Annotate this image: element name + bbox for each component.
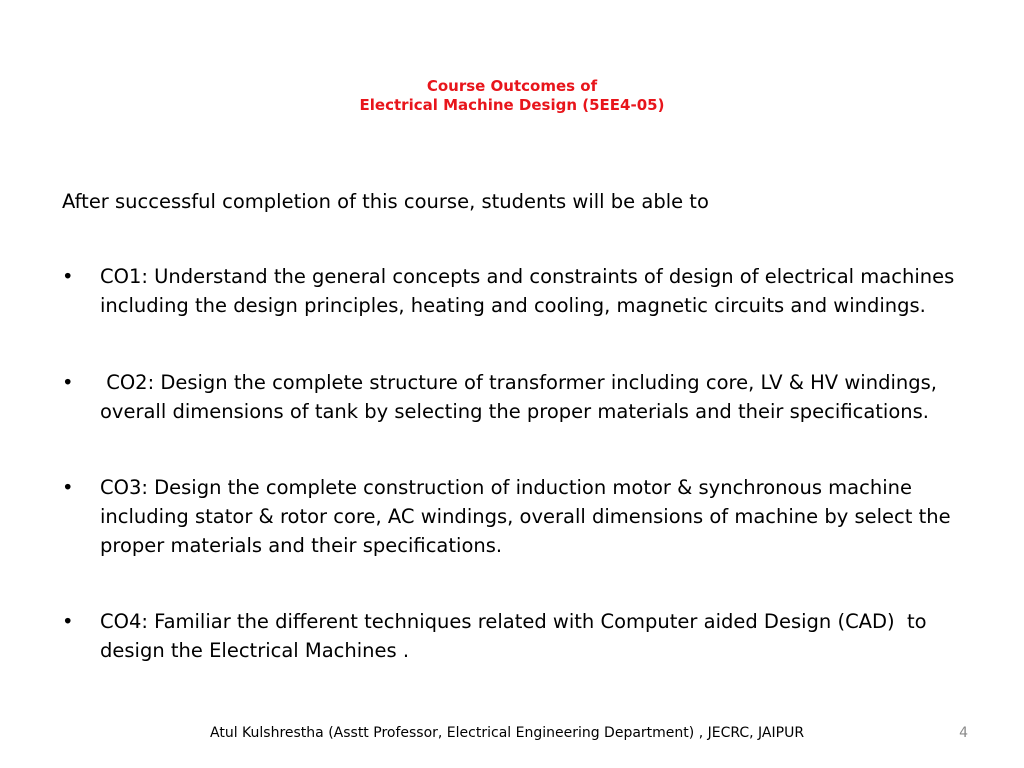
slide-title-line-1: Course Outcomes of	[426, 77, 598, 95]
outcome-text	[100, 262, 970, 320]
outcome-line: overall dimensions of tank by selecting the proper materials and their specifications.	[100, 400, 929, 423]
outcome-line: CO3: Design the complete construction of induction motor & synchronous machine	[100, 476, 912, 499]
intro-text: After successful completion of this course, students will be able to	[62, 190, 709, 213]
outcome-line: design the Electrical Machines .	[100, 639, 410, 662]
outcome-line: CO2: Design the complete structure of transformer including core, LV & HV windings,	[100, 371, 937, 394]
outcome-text	[100, 607, 970, 665]
outcome-text	[100, 368, 970, 426]
bullet-marker: •	[62, 476, 74, 499]
bullet-marker: •	[62, 371, 74, 394]
outcome-line: CO4: Familiar the different techniques related with Computer aided Design (CAD) to	[100, 610, 927, 633]
outcome-line: including stator & rotor core, AC windings, overall dimensions of machine by select the	[100, 505, 951, 528]
bullet-marker: •	[62, 265, 74, 288]
outcome-line: proper materials and their specifications.	[100, 534, 503, 557]
slide-footer: Atul Kulshrestha (Asstt Professor, Electrical Engineering Department) , JECRC, JAIPUR	[210, 725, 805, 741]
outcome-text	[100, 473, 970, 560]
outcome-line: including the design principles, heating and cooling, magnetic circuits and windings.	[100, 294, 926, 317]
slide-title-line-2: Electrical Machine Design (5EE4-05)	[359, 96, 665, 114]
bullet-marker: •	[62, 610, 74, 633]
slide-title	[0, 77, 1024, 115]
outcome-line: CO1: Understand the general concepts and constraints of design of electrical machines	[100, 265, 955, 288]
page-number: 4	[959, 725, 968, 741]
